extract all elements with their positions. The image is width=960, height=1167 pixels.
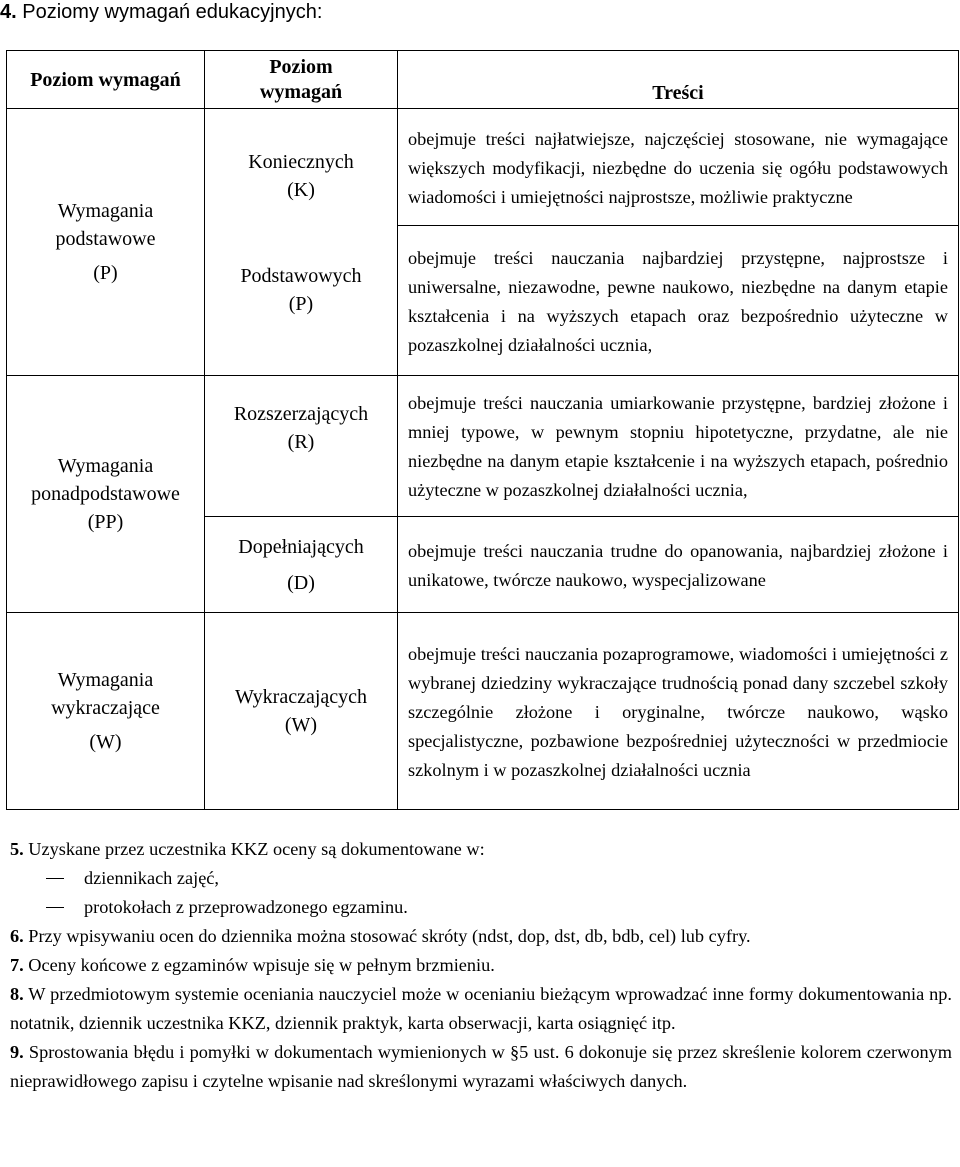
paragraph-8	[10, 980, 952, 1038]
level-name: Podstawowych	[240, 265, 362, 287]
paragraph-number: 6.	[10, 926, 24, 946]
header-level-label: Poziom wymagań	[259, 55, 343, 103]
level-name: Wykraczających	[234, 686, 368, 708]
requirement-exceeding	[7, 613, 205, 810]
header-level	[205, 51, 398, 109]
level-k	[205, 142, 397, 262]
notes-section	[10, 835, 952, 1096]
section-title: Poziomy wymagań edukacyjnych:	[22, 1, 323, 23]
list-item	[10, 864, 952, 893]
requirement-code: (PP)	[87, 511, 124, 533]
content-cell: obejmuje treści nauczania umiarkowanie przystępne, bardziej złożone i mniej typowe, w pewnym stopniu hipotetyczne, przydatne, ale nie niezbędne na danym etapie kształcenie i na wyższych etapach, pośrednio użyteczne w pozaszkolnej działalności ucznia,	[398, 376, 959, 517]
level-w	[205, 613, 398, 810]
paragraph-7	[10, 951, 952, 980]
level-d	[205, 517, 398, 613]
paragraph-text: Przy wpisywaniu ocen do dziennika można stosować skróty (ndst, dop, dst, db, bdb, cel) lub cyfry.	[23, 926, 751, 946]
paragraph-5	[10, 835, 952, 864]
header-requirement-level: Poziom wymagań	[7, 51, 205, 109]
list-item	[10, 893, 952, 922]
level-r	[205, 376, 398, 517]
requirement-code: (P)	[93, 262, 118, 284]
paragraph-number: 5.	[10, 839, 24, 859]
level-code: (D)	[287, 571, 315, 594]
list-item-text: dziennikach zajęć,	[84, 868, 219, 888]
table-row	[7, 109, 959, 226]
requirements-table	[6, 50, 959, 810]
level-name: Rozszerzających	[233, 403, 369, 425]
content-cell: obejmuje treści nauczania pozaprogramowe, wiadomości i umiejętności z wybranej dziedziny wykraczające trudnością ponad dany szczebel szkoły szczególnie złożone i oryginalne, twórcze naukowo, wąsko specjalistyczne, pozbawione bezpośredniej użyteczności w przedmiocie szkolnym i w pozaszkolnej działalności ucznia	[398, 613, 959, 810]
dash-bullet-icon	[46, 878, 64, 879]
section-number: 4.	[0, 1, 17, 23]
table-header-row	[7, 51, 959, 109]
requirement-name: Wymagania ponadpodstawowe	[31, 455, 180, 505]
level-p	[205, 262, 397, 342]
content-cell: obejmuje treści najłatwiejsze, najczęściej stosowane, nie wymagające większych modyfikacji, niezbędne do uczenia się ogółu podstawowych wiadomości i umiejętności najprostsze, możliwie praktyczne	[398, 109, 959, 226]
paragraph-text: W przedmiotowym systemie oceniania nauczyciel może w ocenianiu bieżącym wprowadzać inne formy dokumentowania np. notatnik, dziennik uczestnika KKZ, dziennik praktyk, karta obserwacji, karta osiągnięć itp.	[10, 984, 952, 1033]
paragraph-6	[10, 922, 900, 951]
requirement-name: Wymagania wykraczające	[51, 669, 160, 719]
level-code: (R)	[287, 431, 315, 453]
paragraph-number: 8.	[10, 984, 24, 1004]
section-heading	[0, 0, 322, 24]
level-cell-group	[205, 109, 398, 376]
table-row	[7, 376, 959, 517]
level-name: Koniecznych	[248, 151, 354, 173]
paragraph-text: Sprostowania błędu i pomyłki w dokumentach wymienionych w §5 ust. 6 dokonuje się przez skreślenie kolorem czerwonym nieprawidłowego zapisu i czytelne wpisanie nad skreślonymi wyrazami właściwych danych.	[10, 1042, 952, 1091]
content-cell: obejmuje treści nauczania najbardziej przystępne, najprostsze i uniwersalne, niezawodne, pewne naukowo, niezbędne na danym etapie kształcenia i na wyższych etapach oraz bezpośrednio użyteczne w pozaszkolnej działalności ucznia,	[398, 226, 959, 376]
content-cell: obejmuje treści nauczania trudne do opanowania, najbardziej złożone i unikatowe, twórcze naukowo, wyspecjalizowane	[398, 517, 959, 613]
header-contents: Treści	[398, 51, 959, 109]
dash-bullet-icon	[46, 907, 64, 908]
paragraph-text: Oceny końcowe z egzaminów wpisuje się w pełnym brzmieniu.	[23, 955, 495, 975]
paragraph-number: 9.	[10, 1042, 24, 1062]
requirement-name: Wymagania podstawowe	[55, 200, 156, 250]
paragraph-number: 7.	[10, 955, 24, 975]
level-name: Dopełniających	[238, 535, 364, 558]
paragraph-9	[10, 1038, 952, 1096]
level-code: (K)	[287, 179, 315, 201]
level-code: (W)	[284, 714, 318, 736]
requirement-advanced	[7, 376, 205, 613]
requirement-code: (W)	[89, 731, 122, 753]
table-row	[7, 613, 959, 810]
paragraph-text: Uzyskane przez uczestnika KKZ oceny są dokumentowane w:	[23, 839, 485, 859]
requirement-basic	[7, 109, 205, 376]
list-item-text: protokołach z przeprowadzonego egzaminu.	[84, 897, 408, 917]
level-code: (P)	[288, 293, 314, 315]
